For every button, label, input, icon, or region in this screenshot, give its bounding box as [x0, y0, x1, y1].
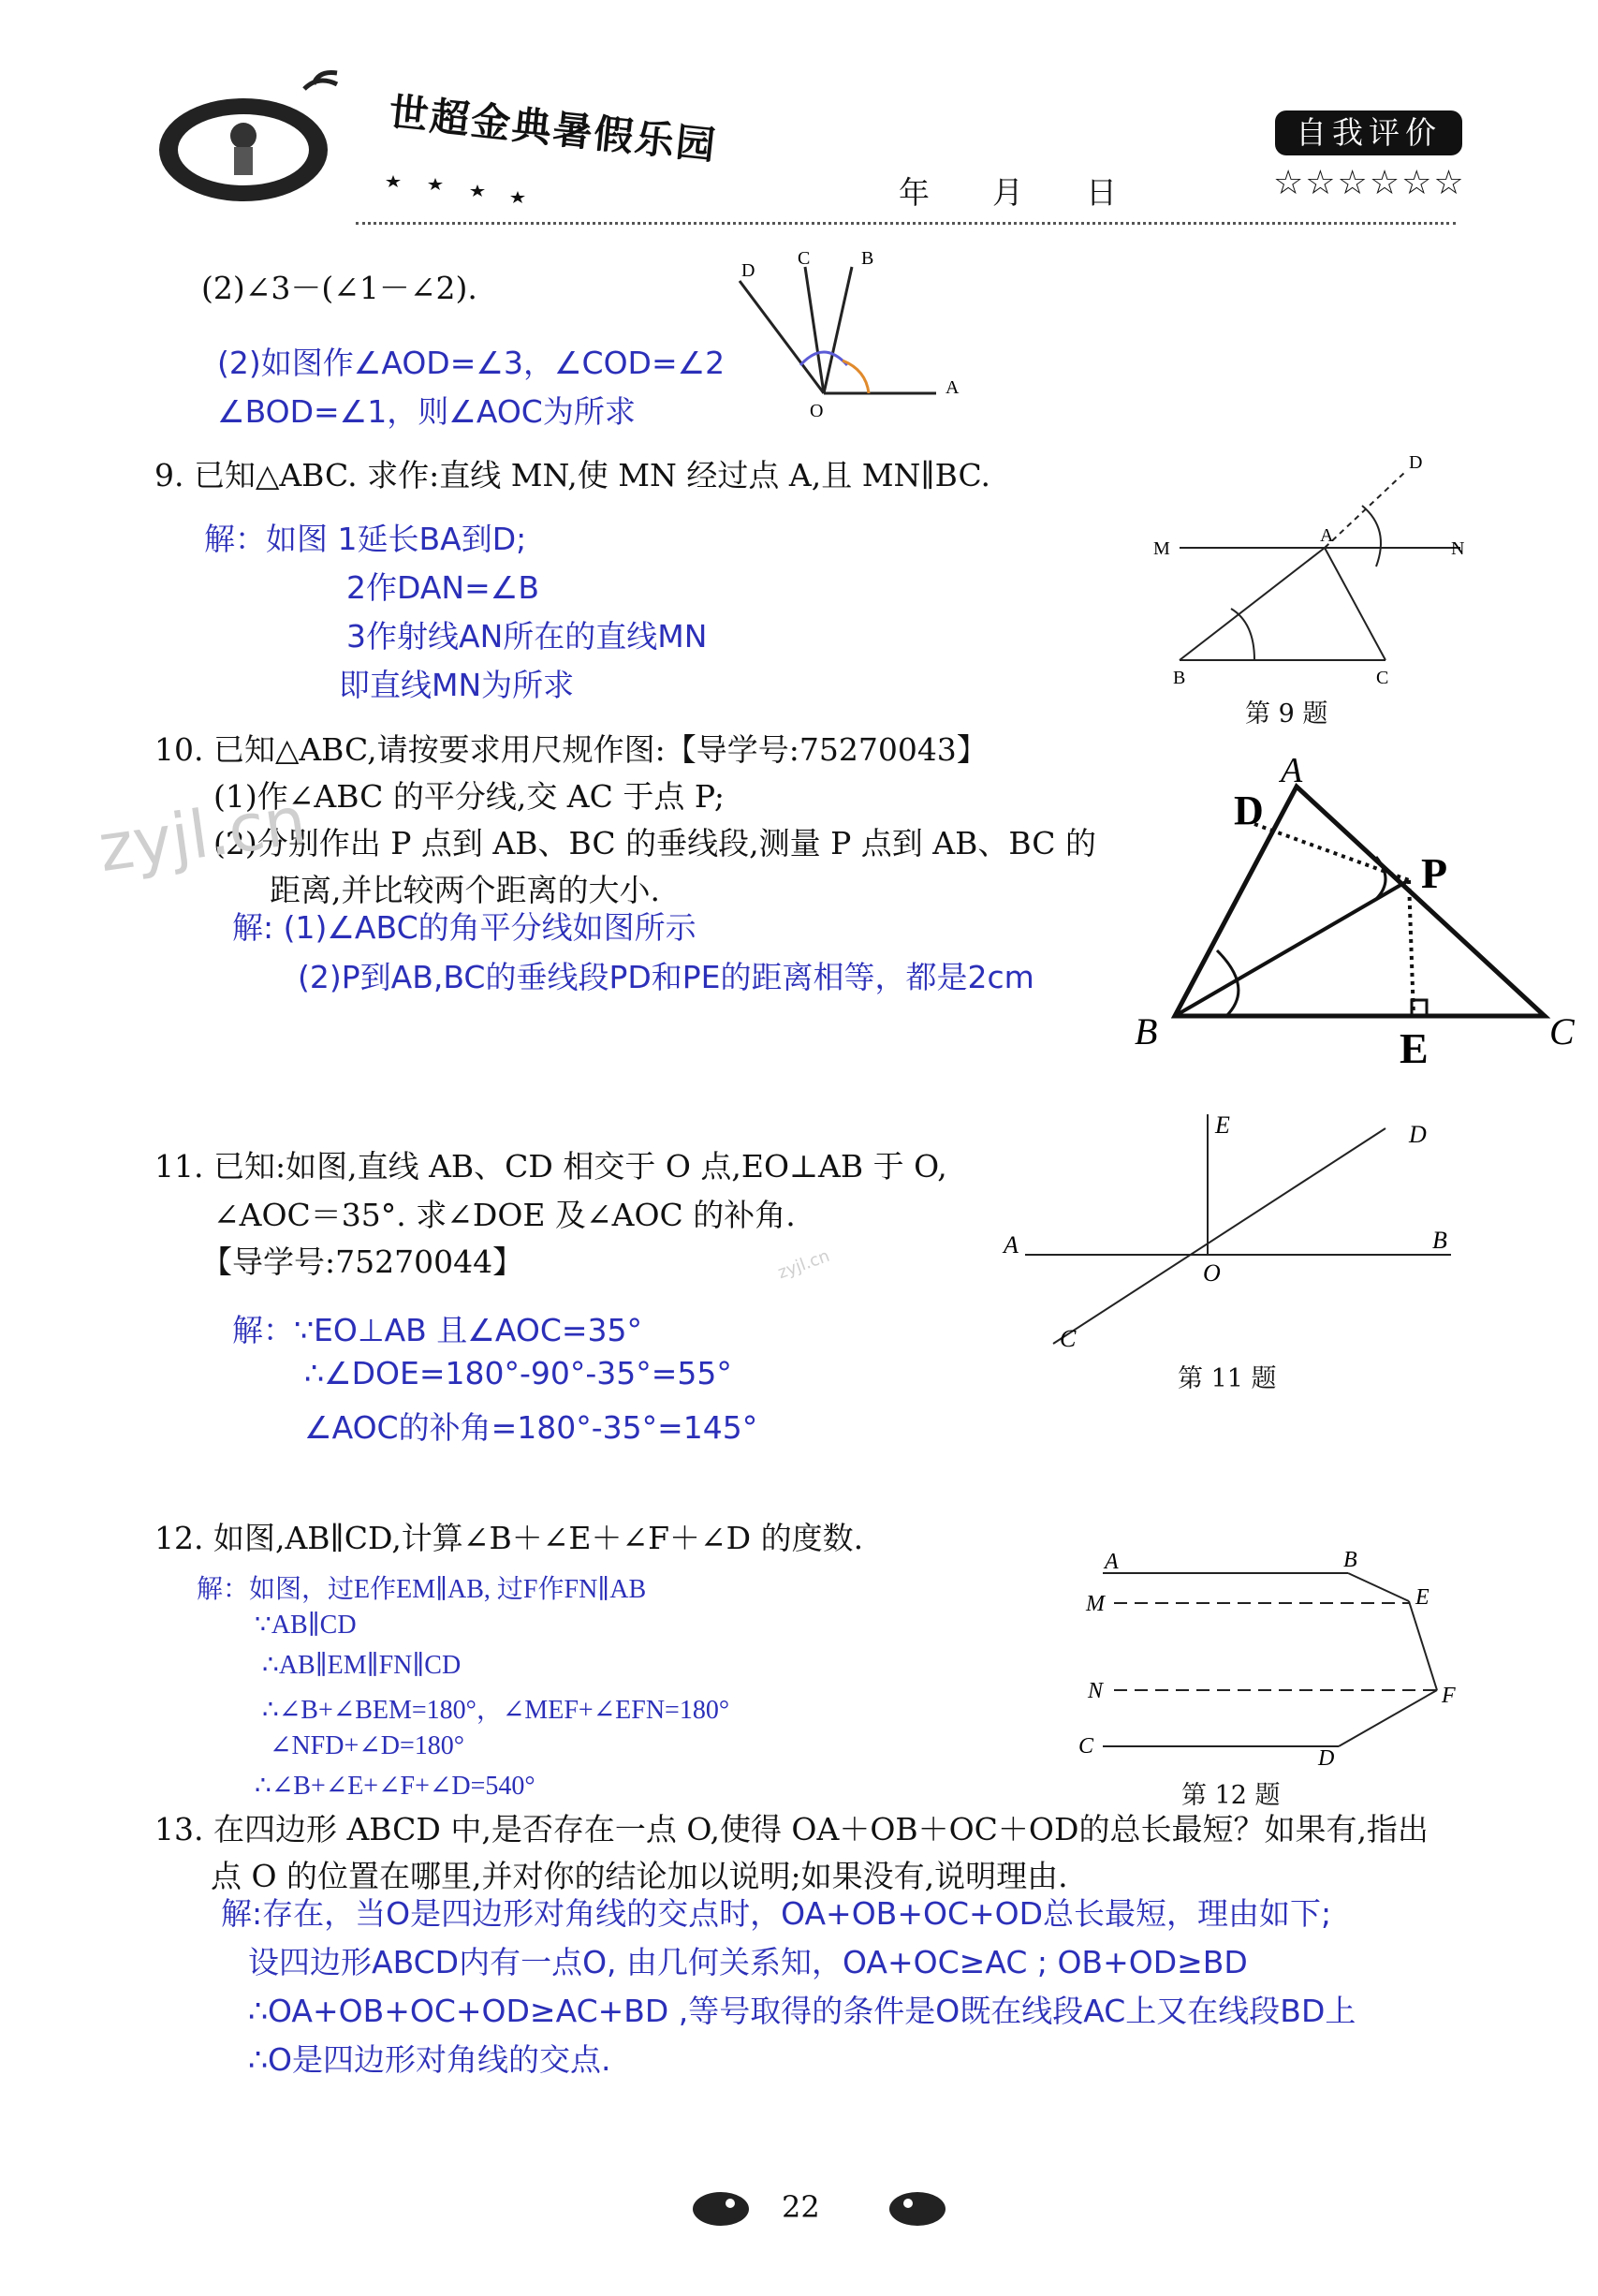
q12-label-E: E	[1415, 1585, 1429, 1610]
q11-label-E: E	[1215, 1111, 1230, 1139]
q11-caption: 第 11 题	[1178, 1364, 1277, 1393]
q8-figure	[711, 243, 992, 431]
q12-answer-1: 解：如图，过E作EM∥AB, 过F作FN∥AB	[197, 1575, 647, 1604]
q11-answer-1: 解：∵EO⊥AB 且∠AOC=35°	[232, 1312, 643, 1348]
q12-label-D: D	[1318, 1746, 1335, 1771]
q11-answer-2: ∴∠DOE=180°-90°-35°=55°	[304, 1355, 732, 1391]
q9-label-C: C	[1376, 668, 1389, 688]
q12-label-B: B	[1343, 1548, 1357, 1572]
q9-text: 9. 已知△ABC. 求作:直线 MN,使 MN 经过点 A,且 MN∥BC.	[154, 457, 991, 493]
q11-figure	[992, 1105, 1479, 1358]
q11-answer-3: ∠AOC的补角=180°-35°=145°	[304, 1409, 758, 1446]
q10-line-4: 距离,并比较两个距离的大小.	[270, 872, 660, 908]
q10-label-P: P	[1421, 849, 1448, 897]
page-number: 22	[782, 2189, 820, 2225]
q12-figure	[1067, 1536, 1479, 1770]
watermark-main: zyjl.cn	[94, 781, 311, 888]
date-month: 月	[992, 174, 1023, 211]
logo-text: 世超金典暑假乐园	[387, 88, 720, 169]
q10-answer-1: 解: (1)∠ABC的角平分线如图所示	[232, 909, 696, 946]
q12-answer-4: ∴∠B+∠BEM=180°，∠MEF+∠EFN=180°	[262, 1696, 730, 1725]
q12-answer-2: ∵AB∥CD	[255, 1611, 357, 1640]
q8-line: (2)∠3－(∠1－∠2).	[201, 270, 477, 306]
q8-label-C: C	[798, 248, 811, 269]
q12-label-C: C	[1078, 1734, 1094, 1759]
q10-answer-2: (2)P到AB,BC的垂线段PD和PE的距离相等，都是2cm	[298, 959, 1034, 995]
q11-label-C: C	[1060, 1325, 1077, 1352]
q11-line-3: 【导学号:75270044】	[201, 1244, 524, 1280]
q9-label-M: M	[1153, 538, 1170, 559]
header-divider	[356, 222, 1456, 225]
header-logo	[140, 70, 758, 211]
q9-label-B: B	[1173, 668, 1186, 688]
q11-label-A: A	[1004, 1231, 1019, 1258]
q11-label-O: O	[1203, 1259, 1221, 1287]
q12-answer-3: ∴AB∥EM∥FN∥CD	[262, 1651, 462, 1680]
q11-label-D: D	[1409, 1121, 1427, 1148]
q12-caption: 第 12 题	[1181, 1781, 1281, 1810]
q11-line-2: ∠AOC＝35°. 求∠DOE 及∠AOC 的补角.	[213, 1197, 796, 1233]
q13-answer-3: ∴OA+OB+OC+OD≥AC+BD ,等号取得的条件是O既在线段AC上又在线段BD上	[248, 1993, 1356, 2029]
q10-line-2: (1)作∠ABC 的平分线,交 AC 于点 P;	[213, 778, 726, 815]
date-day: 日	[1086, 174, 1117, 211]
q8-label-B: B	[861, 248, 874, 269]
q12-answer-6: ∴∠B+∠E+∠F+∠D=540°	[255, 1772, 535, 1801]
q12-text: 12. 如图,AB∥CD,计算∠B＋∠E＋∠F＋∠D 的度数.	[154, 1520, 864, 1556]
watermark-small: zyjl.cn	[775, 1245, 833, 1284]
q9-answer-2: 2作DAN=∠B	[346, 569, 539, 606]
q13-line-1: 13. 在四边形 ABCD 中,是否存在一点 O,使得 OA＋OB＋OC＋OD的总长最短？如果有,指出	[154, 1811, 1429, 1847]
q9-answer-3: 3作射线AN所在的直线MN	[346, 618, 708, 655]
q12-label-M: M	[1086, 1592, 1105, 1616]
q11-line-1: 11. 已知:如图,直线 AB、CD 相交于 O 点,EO⊥AB 于 O,	[154, 1148, 947, 1185]
q12-answer-5: ∠NFD+∠D=180°	[270, 1731, 464, 1760]
q10-label-A: A	[1281, 751, 1303, 790]
q10-label-D: D	[1234, 787, 1264, 833]
q8-label-O: O	[810, 401, 824, 421]
q9-figure	[1142, 440, 1479, 693]
q10-label-E: E	[1400, 1024, 1429, 1072]
q13-answer-4: ∴O是四边形对角线的交点.	[248, 2041, 611, 2078]
q9-label-N: N	[1451, 538, 1465, 559]
q9-answer-4: 即直线MN为所求	[339, 667, 575, 703]
self-rating-label: 自我评价	[1275, 110, 1462, 155]
bird-right-icon	[889, 2192, 946, 2226]
q9-label-D: D	[1409, 452, 1423, 473]
q10-label-C: C	[1549, 1010, 1575, 1052]
q10-figure	[1123, 740, 1575, 1086]
q12-label-F: F	[1442, 1684, 1456, 1708]
q10-label-B: B	[1135, 1010, 1158, 1052]
bird-left-icon	[693, 2192, 749, 2226]
q12-label-N: N	[1088, 1679, 1104, 1703]
q12-label-A: A	[1105, 1550, 1119, 1574]
q8-label-A: A	[946, 377, 960, 398]
q11-label-B: B	[1432, 1227, 1447, 1254]
q13-line-2: 点 O 的位置在哪里,并对你的结论加以说明;如果没有,说明理由.	[211, 1858, 1068, 1894]
q9-answer-1: 解：如图 1延长BA到D;	[204, 521, 527, 557]
q8-answer-2: ∠BOD=∠1，则∠AOC为所求	[217, 393, 636, 430]
q10-line-3: (2)分别作出 P 点到 AB、BC 的垂线段,测量 P 点到 AB、BC 的	[213, 825, 1096, 861]
footer-birds	[683, 2177, 964, 2233]
q13-answer-1: 解:存在，当O是四边形对角线的交点时，OA+OB+OC+OD总长最短，理由如下;	[221, 1895, 1332, 1932]
q8-answer-1: (2)如图作∠AOD=∠3，∠COD=∠2	[217, 345, 726, 381]
q10-line-1: 10. 已知△ABC,请按要求用尺规作图:【导学号:75270043】	[154, 731, 988, 768]
q9-caption: 第 9 题	[1245, 699, 1328, 729]
q8-label-D: D	[741, 260, 755, 281]
q9-label-A: A	[1320, 525, 1334, 546]
q13-answer-2: 设四边形ABCD内有一点O, 由几何关系知，OA+OC≥AC ; OB+OD≥BD	[248, 1944, 1248, 1980]
date-year: 年	[899, 174, 930, 211]
rating-stars[interactable]: ☆☆☆☆☆☆	[1273, 164, 1466, 202]
